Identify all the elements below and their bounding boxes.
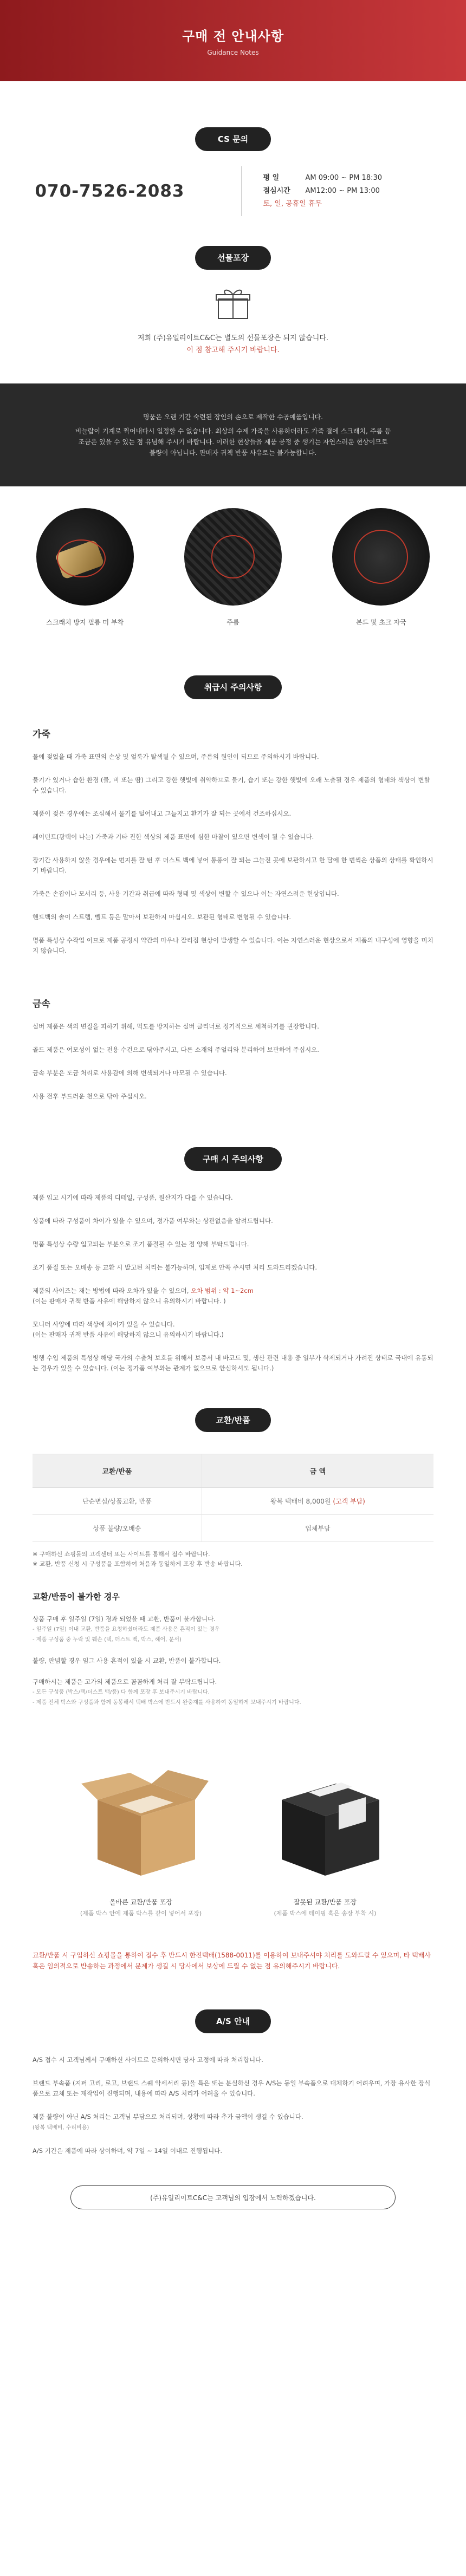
example-wrinkle	[179, 508, 287, 627]
exchange-notes	[33, 1550, 433, 1569]
list-item: 금속 부분은 도금 처리로 사용감에 의해 변색되거나 마모될 수 있습니다.	[33, 1069, 227, 1077]
list-item: 조기 품절 또는 오배송 등 교환 시 발고된 처리는 불가능하며, 입제로 안쪽 주시면 처리 도와드리겠습니다.	[33, 1264, 318, 1271]
list-item: 가죽은 손잡이나 모서리 등, 사용 기간과 취급에 따라 형태 및 색상이 변할 수 있으나 이는 자연스러운 현상입니다.	[33, 890, 339, 897]
note-line: ※ 교환, 반품 신청 시 구성품을 포함하여 처음과 동일하게 포장 후 반송 바랍니다.	[33, 1560, 243, 1567]
metal-list	[33, 1022, 433, 1102]
cs-divider	[241, 166, 242, 216]
notice-line: 비늘랍이 기계로 찍어내다시 일정할 수 없습니다. 최상의 수제 가죽을 사용하더라도 가죽 결에 스크래치, 주름 등	[75, 427, 391, 435]
glue-photo	[332, 508, 430, 606]
gift-note: 이 점 참고해 주시기 바랍니다.	[186, 346, 280, 354]
list-item: 제품이 젖은 경우에는 조심해서 물기를 털어내고 그늘지고 환기가 잘 되는 곳에서 건조하십시오.	[33, 810, 292, 817]
table-cell: 단순변심/상품교환, 반품	[33, 1488, 202, 1515]
table-row	[33, 1488, 433, 1515]
notice-line: 명품은 오랜 기간 숙련된 장인의 손으로 제작한 수공예품입니다.	[143, 413, 323, 421]
impossible-heading: 교환/반품이 불가한 경우	[33, 1592, 120, 1602]
example-caption: 본드 및 초크 자국	[356, 619, 406, 626]
list-item: 실버 제품은 색의 변질을 피하기 위해, 먹도를 방지하는 실버 클리너로 정기적으로 세척하기를 권장합니다.	[33, 1023, 319, 1030]
open-box-image	[60, 1735, 222, 1897]
column-header: 금 액	[202, 1454, 433, 1488]
wrinkle-photo	[184, 508, 282, 606]
impossible-section	[0, 1591, 466, 1708]
list-item: 물에 젖었을 때 가죽 표면의 손상 및 얼룩가 탈색될 수 있으며, 주름의 원인이 되므로 주의하시기 바랍니다.	[33, 753, 319, 760]
list-item: 명품 특성상 수량 입고되는 부분으로 조기 품절될 수 있는 점 양해 부탁드립니다.	[33, 1240, 249, 1248]
list-item: 불량, 판념할 경우 임그 사용 흔적이 있을 시 교환, 반품이 불가합니다.	[33, 1657, 221, 1664]
note-line: ※ 구매하신 쇼핑몰의 고객센터 또는 사이트를 통해서 접수 바랍니다.	[33, 1551, 210, 1558]
list-item: 명품 특성상 수작업 이므로 제품 공정시 약간의 마우나 잘리짐 현상이 발생할 수 있습니다. 이는 자연스러운 현상으로서 제품의 내구성에 영향을 미치지 않습니다.	[33, 936, 433, 954]
cs-phone-number[interactable]: 070-7526-2083	[35, 181, 185, 201]
list-item: 구매하시는 제품은 고가의 제품으로 꼼꼼하게 처리 잘 부탁드립니다.	[33, 1678, 217, 1686]
gift-text: 저희 (주)유일리이트C&C는 별도의 선물포장은 되지 않습니다.	[137, 334, 329, 342]
craftsmanship-notice	[0, 383, 466, 486]
purchase-section	[0, 1193, 466, 1374]
list-item: 제품 불량이 아닌 A/S 처리는 고객님 부담으로 처리되며, 상황에 따라 추가 금액이 생길 수 있습니다. (왕복 택배비, 수리비용)	[33, 2113, 303, 2131]
as-section	[0, 2055, 466, 2156]
leather-list	[33, 752, 433, 956]
list-item: 사용 전후 부드러운 천으로 닦아 주십시오.	[33, 1092, 147, 1100]
leather-heading: 가죽	[33, 729, 50, 740]
packaging-examples	[0, 1735, 466, 1917]
list-item: - 모든 구성품 (박스/택/더스트 백/품) 다 함께 포장 후 보내주시기 바랍니다.	[33, 1689, 210, 1695]
table-header-row	[33, 1454, 433, 1488]
size-item: 제품의 사이즈는 재는 방법에 따라 오차가 있을 수 있으며, 오차 범위 : 약 1~2cm (이는 판매자 귀책 반품 사유에 해당하지 않으니 유의하시기 바랍니다. )	[33, 1287, 254, 1305]
notice-line: 불량이 아닙니다. 판매자 귀책 반품 사유로는 불가능합니다.	[149, 449, 317, 457]
care-section	[0, 726, 466, 1102]
footer-message: (주)유일리이트C&C는 고객님의 입장에서 노력하겠습니다.	[70, 2185, 396, 2209]
scratch-photo	[36, 508, 134, 606]
page-title: 구매 전 안내사항	[182, 28, 284, 44]
courier-warning: 교환/반품 시 구입하신 쇼핑몰을 통하여 접수 후 반드시 한진택배(1588-0011)를 이용하여 보내주셔야 처리를 도와드릴 수 있으며, 타 택배사 혹은 임의적으로 반송하는 과정에서 문제가 생길 시 당사에서 보상에 드릴 수 없는 점 유의해주시기 바랍니다.	[33, 1951, 431, 1970]
list-item: A/S 기간은 제품에 따라 상이하며, 약 7일 ~ 14일 이내로 진행됩니다.	[33, 2147, 222, 2155]
gift-title: 선물포장	[195, 246, 271, 270]
impossible-list	[33, 1614, 433, 1708]
list-item: 핸드백의 솔이 스트랩, 벨트 등은 말아서 보관하지 마십시오. 보관된 형태로 변형될 수 있습니다.	[33, 913, 291, 921]
cs-section	[0, 151, 466, 216]
example-caption: 주름	[226, 619, 240, 626]
list-item: A/S 접수 시 고객님께서 구매하신 사이트로 문의하시면 당사 고정에 따라 처리합니다.	[33, 2056, 263, 2064]
table-row	[33, 1515, 433, 1542]
table-cell: 왕복 택배비 8,000원 (고객 부담)	[202, 1488, 433, 1515]
purchase-title: 구매 시 주의사항	[184, 1147, 282, 1171]
monitor-item: 모니터 사양에 따라 색상에 차이가 있을 수 있습니다. (이는 판매자 귀책 반품 사유에 해당하지 않으니 유의하시기 바랍니다.)	[33, 1320, 224, 1338]
packaging-caption: 올바른 교환/반품 포장	[109, 1898, 172, 1906]
page-subtitle: Guidance Notes	[207, 48, 259, 56]
notice-line: 조금은 있을 수 있는 점 유념해 주시기 바랍니다. 이러한 현상들을 제품 공정 중 생기는 자연스러운 현상이므로	[78, 438, 388, 446]
list-item: 상품 구매 후 일주일 (7일) 경과 되었을 때 교환, 반품이 불가합니다.	[33, 1615, 216, 1623]
list-item: 페이턴트(광택이 나는) 가죽과 기타 진한 색상의 제품 표면에 심한 마찰이 있으면 변색이 될 수 있습니다.	[33, 833, 314, 841]
wrong-packaging	[244, 1735, 406, 1917]
care-title: 취급시 주의사항	[184, 675, 282, 699]
gift-box-icon	[214, 286, 252, 321]
hours-lunch: 점심시간 AM12:00 ~ PM 13:00	[263, 187, 380, 195]
packaging-subcaption: (제품 박스에 테이핑 혹은 송장 부착 시)	[274, 1910, 377, 1917]
exchange-table	[33, 1454, 433, 1542]
list-item: 브랜드 부속품 (지퍼 고리, 로고, 브랜드 스퀘 악세서리 등)을 특은 또는 분실하신 경우 A/S는 동일 부속품으로 대체하기 어려우며, 가장 유사한 장식품으로 교체 또는 재작업이 진행되며, 내용에 따라 A/S 처리가 어려울 수 있습니다.	[33, 2079, 431, 2097]
defect-examples	[0, 486, 466, 627]
list-item: 상품에 따라 구성품이 차이가 있을 수 있으며, 정가품 여부와는 상관없음을 알려드립니다.	[33, 1217, 273, 1225]
as-list	[33, 2055, 433, 2156]
list-item: - 제품 구성품 중 누락 및 훼손 (택, 더스트 백, 박스, 헤어, 문서)	[33, 1637, 182, 1643]
list-item: - 제품 전체 박스와 구성품과 함께 동봉해서 택배 박스에 반드시 완충재를 사용하여 동일하게 보내주시기 바랍니다.	[33, 1700, 301, 1706]
metal-heading: 금속	[33, 999, 50, 1010]
cs-hours	[263, 172, 431, 211]
column-header: 교환/반품	[33, 1454, 202, 1488]
as-title: A/S 안내	[195, 2009, 271, 2033]
hours-closed: 토, 일, 공휴일 휴무	[263, 200, 322, 208]
table-cell: 업체부담	[202, 1515, 433, 1542]
list-item: 물기가 있거나 습한 환경 (물, 비 또는 땀) 그리고 강한 햇빛에 취약하므로 물기, 습기 또는 강한 햇빛에 오래 노출될 경우 제품의 형태와 색상이 변할 수 있습니다.	[33, 776, 430, 794]
cs-title: CS 문의	[195, 127, 271, 151]
parallel-import-notice: 병행 수입 제품의 특성상 해당 국가의 수출처 보호를 위해서 보증서 내 바코드 및, 생산 관련 내용 중 일부가 삭제되거나 가려진 상태로 국내에 유통되는 경우가 있을 수 있습니다. (이는 정가품 여부와는 관계가 없으므로 안심하셔도 됩니다.)	[33, 1354, 433, 1372]
purchase-list	[33, 1193, 433, 1374]
list-item: 골드 제품은 여모성이 없는 전용 수건으로 닦아주시고, 다른 소재의 주얼리와 분리하여 보관하여 주십시오.	[33, 1046, 319, 1053]
gift-section	[0, 270, 466, 356]
packaging-caption: 잘못된 교환/반품 포장	[293, 1898, 357, 1906]
list-item: 제품 입고 시기에 따라 제품의 디테일, 구성품, 원산지가 다를 수 있습니다.	[33, 1194, 233, 1201]
header-banner	[0, 0, 466, 81]
packaging-subcaption: (제품 박스 안에 제품 박스를 같이 넣어서 포장)	[80, 1910, 202, 1917]
example-scratch	[31, 508, 139, 627]
taped-box-image	[244, 1735, 406, 1897]
table-cell: 상품 불량/오배송	[33, 1515, 202, 1542]
correct-packaging	[60, 1735, 222, 1917]
example-caption: 스크래치 방지 필름 미 부착	[46, 619, 124, 626]
hours-weekday: 평 일 AM 09:00 ~ PM 18:30	[263, 174, 383, 182]
example-glue	[327, 508, 435, 627]
list-item: - 일주일 (7일) 이내 교환, 반품을 요청하셨더라도 제품 사용은 흔적이 있는 경우	[33, 1627, 220, 1632]
list-item: 장기간 사용하지 않을 경우에는 먼지를 잘 턴 후 더스트 백에 넣어 통풍이 잘 되는 그늘진 곳에 보관하시고 한 달에 한 번씩은 상품의 상태를 확인하시기 바랍니다.	[33, 856, 433, 874]
exchange-title: 교환/반품	[195, 1408, 271, 1432]
